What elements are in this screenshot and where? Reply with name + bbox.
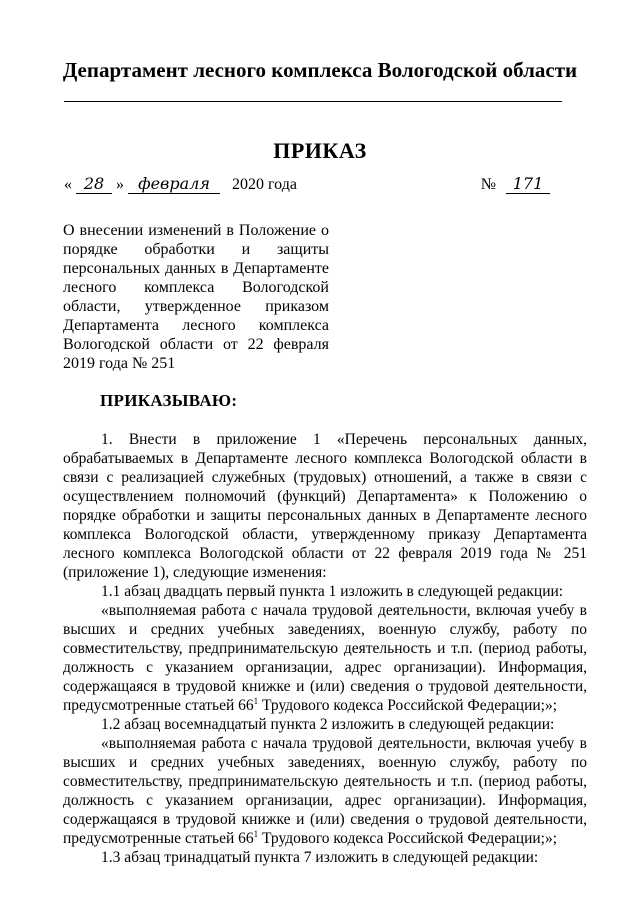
- quote-text: «выполняемая работа с начала трудовой деятельности, включая учебу в высших и средних учебных заведениях, военную службу, работу по совместительству, предпринимательскую деятельность и т.п. (период работы, должность с указанием организации, адрес организации). Информация, содержащаяся в трудовой книжке и (или) сведения о трудовой деятельности, предусмотренные статьей 66: [63, 602, 587, 714]
- paragraph-1: 1. Внести в приложение 1 «Перечень персональных данных, обрабатываемых в Департаменте лесного комплекса Вологодской области в связи с реализацией служебных (трудовых) отношений, а также в связи с осуществлением полномочий (функций) Департамента» к Положению о порядке обработки и защиты персональных данных в Департаменте лесного комплекса Вологодской области, утвержденному приказу Департамента лесного комплекса Вологодской области от 22 февраля 2019 года № 251 (приложение 1), следующие изменения:: [63, 431, 587, 581]
- quote-tail: Трудового кодекса Российской Федерации;»;: [258, 697, 558, 714]
- quote-block-2: [63, 734, 587, 848]
- paragraph-1-2: 1.2 абзац восемнадцатый пункта 2 изложить в следующей редакции:: [101, 716, 555, 733]
- document-body: [63, 430, 587, 867]
- date-year: 2020 года: [232, 176, 297, 193]
- document-subject: О внесении изменений в Положение о порядке обработки и защиты персональных данных в Департаменте лесного комплекса Вологодской области, утвержденное приказом Департамента лесного комплекса Вологодской области от 22 февраля 2019 года № 251: [63, 222, 329, 372]
- order-word: ПРИКАЗЫВАЮ:: [100, 391, 238, 410]
- document-title: ПРИКАЗ: [273, 138, 367, 163]
- paragraph-1-1: 1.1 абзац двадцать первый пункта 1 изложить в следующей редакции:: [101, 583, 564, 600]
- quote-tail: Трудового кодекса Российской Федерации;»;: [258, 830, 558, 847]
- paragraph-1-3: 1.3 абзац тринадцатый пункта 7 изложить в следующей редакции:: [101, 849, 539, 866]
- number-value: 171: [506, 174, 550, 194]
- quote-block-1: [63, 601, 587, 715]
- date-day: 28: [76, 174, 112, 194]
- date-close-quote: »: [116, 176, 124, 193]
- date-open-quote: «: [64, 176, 72, 193]
- number-prefix: №: [480, 176, 496, 193]
- quote-superscript: 1: [253, 695, 259, 706]
- date-month: февраля: [128, 174, 220, 194]
- quote-text: «выполняемая работа с начала трудовой деятельности, включая учебу в высших и средних учебных заведениях, военную службу, работу по совместительству, предпринимательскую деятельность и т.п. (период работы, должность с указанием организации, адрес организации). Информация, содержащаяся в трудовой книжке и (или) сведения о трудовой деятельности, предусмотренные статьей 66: [63, 735, 587, 847]
- quote-superscript: 1: [253, 828, 259, 839]
- department-header: Департамент лесного комплекса Вологодской области: [62, 58, 578, 82]
- order-number: [481, 174, 550, 194]
- header-divider: [64, 101, 562, 102]
- date-line: [64, 174, 297, 194]
